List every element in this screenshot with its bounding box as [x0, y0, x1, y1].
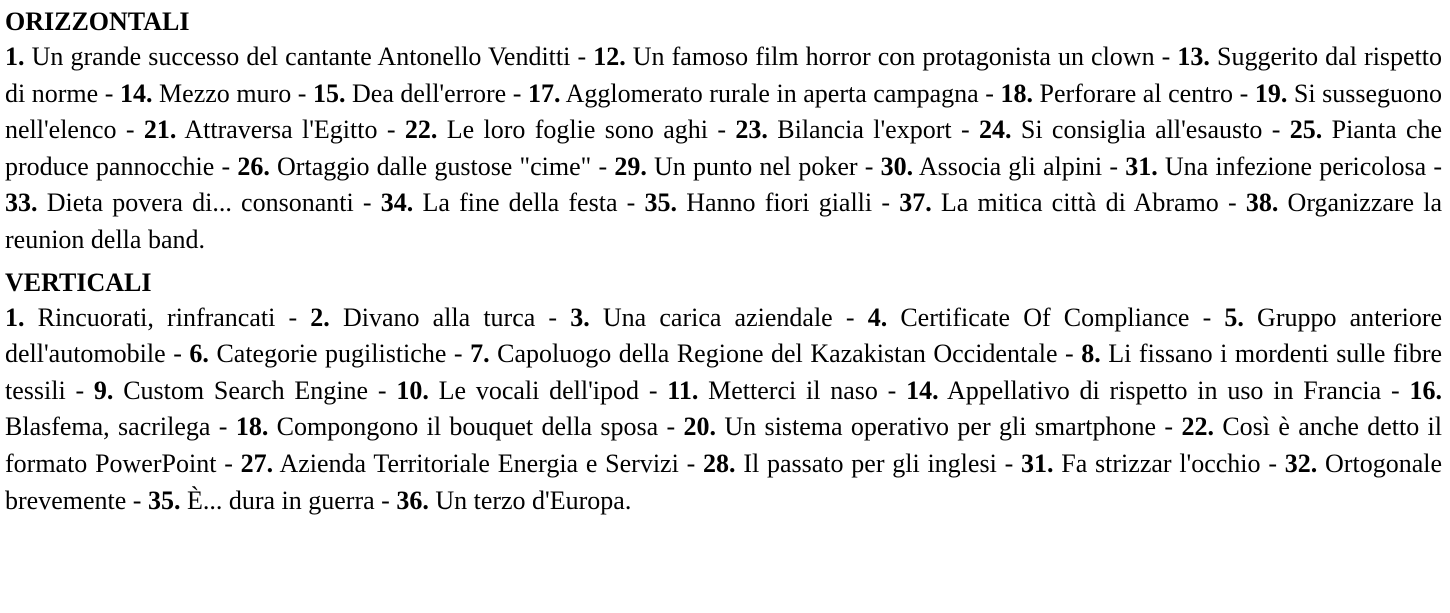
- clue-separator: -: [570, 42, 594, 71]
- clue-separator: -: [1218, 188, 1246, 218]
- clue: [5, 303, 275, 332]
- clue: [703, 449, 997, 478]
- clue-separator: -: [368, 375, 397, 405]
- clue: [593, 42, 1154, 71]
- clue-separator: -: [275, 302, 311, 332]
- clue: [381, 188, 618, 217]
- clue: [120, 79, 291, 108]
- clue-separator: -: [1057, 339, 1082, 369]
- clue: [645, 188, 873, 217]
- clue: [237, 152, 591, 181]
- clue: [881, 152, 1103, 181]
- clue-text: Dieta povera di... consonanti: [46, 188, 354, 218]
- clue-text: Suggerito dal rispetto di norme: [5, 42, 1443, 108]
- clue-text: Metterci il naso: [708, 375, 878, 405]
- clue-number: 18.: [1000, 78, 1033, 108]
- clue-number: 1.: [5, 302, 25, 332]
- clue-number: 31.: [1125, 151, 1158, 181]
- clue: [144, 115, 378, 144]
- clue-number: 37.: [899, 188, 932, 218]
- clue-text: Gruppo anteriore dell'automobile: [5, 302, 1443, 369]
- clue: [899, 188, 1219, 217]
- across-section: [5, 4, 1442, 259]
- clue-number: 31.: [1021, 448, 1054, 478]
- clue-text: Capoluogo della Regione del Kazakistan Occidentale: [497, 339, 1058, 369]
- clue-text: Un famoso film horror con protagonista un clown: [632, 42, 1155, 71]
- clue-separator: -: [639, 375, 668, 405]
- clue-text: Hanno fiori gialli: [686, 188, 873, 218]
- clue-number: 22.: [404, 115, 438, 145]
- clue-text: La fine della festa: [422, 188, 618, 218]
- down-heading: VERTICALI: [5, 267, 152, 297]
- clue-number: 29.: [614, 151, 647, 181]
- clue-text: Un terzo d'Europa.: [435, 485, 632, 515]
- clue-text: Una infezione pericolosa: [1164, 151, 1427, 181]
- clue-text: Pianta che produce pannocchie: [5, 115, 1443, 181]
- clue-number: 22.: [1181, 412, 1214, 442]
- clue: [868, 303, 1190, 332]
- clue-separator: -: [1102, 151, 1126, 181]
- clue-separator: -: [374, 485, 397, 515]
- clue: [906, 376, 1381, 405]
- clue-text: Custom Search Engine: [123, 375, 369, 405]
- clue-number: 10.: [396, 375, 429, 405]
- clue: [735, 115, 951, 144]
- clue-number: 30.: [880, 151, 914, 181]
- clue-text: Fa strizzar l'occhio: [1061, 448, 1261, 478]
- clue-text: Appellativo di rispetto in uso in Francia: [946, 375, 1382, 405]
- clue-number: 34.: [380, 188, 414, 218]
- clue-number: 7.: [470, 339, 490, 369]
- clue-text: Attraversa l'Egitto: [184, 115, 378, 145]
- clue-number: 16.: [1409, 375, 1442, 405]
- clue: [979, 115, 1262, 144]
- clue-separator: -: [1233, 78, 1255, 108]
- clue-number: 36.: [396, 485, 429, 515]
- clue-text: Categorie pugilistiche: [216, 339, 447, 369]
- clue-text: Un sistema operativo per gli smartphone: [724, 412, 1157, 442]
- clue-text: La mitica città di Abramo: [940, 188, 1219, 218]
- clue-separator: -: [65, 375, 94, 405]
- clue: [405, 115, 708, 144]
- clue-number: 5.: [1224, 302, 1244, 332]
- clue-number: 38.: [1245, 188, 1279, 218]
- clue-text: Si consiglia all'esausto: [1020, 115, 1263, 145]
- clue-separator: -: [377, 115, 405, 145]
- clue: [470, 339, 1057, 368]
- clue-number: 3.: [570, 302, 590, 332]
- clue-separator: -: [353, 188, 381, 218]
- clue-number: 28.: [703, 448, 736, 478]
- clue-separator: -: [996, 448, 1021, 478]
- clue-number: 14.: [119, 78, 153, 108]
- clue-separator: -: [872, 188, 900, 218]
- clue-number: 6.: [189, 339, 209, 369]
- clue-separator: -: [1426, 151, 1442, 181]
- clue-separator: -: [210, 412, 236, 442]
- clue-separator: -: [978, 78, 1001, 108]
- down-clue-list: [5, 300, 1442, 520]
- clue: [313, 79, 506, 108]
- clue-number: 21.: [143, 115, 177, 145]
- clue-separator: -: [1154, 42, 1178, 71]
- clue-separator: -: [116, 115, 144, 145]
- clue-number: 24.: [978, 115, 1012, 145]
- clue-number: 23.: [735, 115, 768, 145]
- clue-text: Azienda Territoriale Energia e Servizi: [279, 448, 679, 478]
- clue-text: Il passato per gli inglesi: [743, 448, 997, 478]
- clue: [189, 339, 446, 368]
- clue-text: Li fissano i mordenti sulle fibre tessili: [5, 339, 1443, 405]
- clue: [1000, 79, 1233, 108]
- clue-separator: -: [951, 115, 979, 145]
- clue-separator: -: [214, 151, 238, 181]
- clue-text: Organizzare la reunion della band.: [5, 188, 1443, 254]
- clue-text: Perforare al centro: [1039, 78, 1234, 108]
- down-section: [5, 265, 1442, 520]
- across-heading: ORIZZONTALI: [5, 7, 190, 36]
- clue-separator: -: [591, 151, 615, 181]
- clue-separator: -: [446, 339, 471, 369]
- clue: [148, 486, 375, 515]
- clue-text: Ortaggio dalle gustose "cime": [277, 151, 592, 181]
- clue-separator: -: [877, 375, 907, 405]
- clue-text: Certificate Of Compliance: [900, 302, 1190, 332]
- clue-number: 20.: [683, 412, 717, 442]
- clue-separator: -: [291, 78, 313, 108]
- clue-number: 25.: [1289, 115, 1323, 145]
- clue-separator: -: [126, 485, 148, 515]
- clue-number: 12.: [593, 42, 626, 71]
- clue-text: Bilancia l'export: [777, 115, 952, 145]
- clue-text: Un grande successo del cantante Antonello Venditti: [31, 42, 571, 71]
- clue-number: 4.: [867, 302, 888, 332]
- clue-number: 26.: [237, 151, 270, 181]
- clue: [94, 376, 368, 405]
- clue-number: 15.: [312, 78, 346, 108]
- clue-separator: -: [658, 412, 684, 442]
- clue-separator: -: [832, 302, 868, 332]
- clue-number: 11.: [667, 375, 699, 405]
- clue-text: Così è anche detto il formato PowerPoint: [5, 412, 1443, 478]
- clue-text: Divano alla turca: [342, 302, 536, 332]
- clue-separator: -: [216, 448, 241, 478]
- clue: [241, 449, 679, 478]
- clue-number: 35.: [147, 485, 181, 515]
- clue-separator: -: [1381, 375, 1410, 405]
- clue-text: Associa gli alpini: [918, 151, 1103, 181]
- clue: [5, 42, 570, 71]
- clue: [396, 376, 639, 405]
- clue: [5, 188, 354, 217]
- clue-text: Una carica aziendale: [602, 302, 833, 332]
- clue-text: Si susseguono nell'elenco: [5, 78, 1443, 145]
- clue: [1021, 449, 1261, 478]
- clue-number: 17.: [527, 78, 561, 108]
- clue-separator: -: [506, 78, 528, 108]
- clue-separator: -: [1260, 448, 1285, 478]
- clue-number: 9.: [93, 375, 114, 405]
- clue-number: 1.: [5, 42, 25, 71]
- clue-number: 13.: [1177, 42, 1210, 71]
- clue-text: Dea dell'errore: [352, 78, 507, 108]
- clue-number: 14.: [906, 375, 939, 405]
- clue-separator: -: [678, 448, 704, 478]
- clue-number: 32.: [1284, 448, 1318, 478]
- clue-number: 35.: [644, 188, 678, 218]
- clue: [570, 303, 832, 332]
- clue-text: Le vocali dell'ipod: [438, 375, 640, 405]
- clue-separator: -: [617, 188, 645, 218]
- clue-number: 33.: [5, 188, 38, 218]
- clue: [1125, 152, 1426, 181]
- clue: [236, 412, 658, 441]
- clue-number: 2.: [310, 302, 330, 332]
- clue-text: Blasfema, sacrilega: [5, 412, 211, 442]
- clue: [614, 152, 857, 181]
- clue-text: Mezzo muro: [159, 78, 292, 108]
- clue: [310, 303, 535, 332]
- clue-text: Rincuorati, rinfrancati: [37, 302, 276, 332]
- clue: [396, 486, 631, 515]
- clue-separator: -: [1262, 115, 1290, 145]
- across-clue-list: [5, 39, 1442, 259]
- clue-separator: -: [1156, 412, 1182, 442]
- clue-text: Ortogonale brevemente: [5, 448, 1442, 515]
- clue-number: 18.: [235, 412, 269, 442]
- clue-separator: -: [98, 78, 120, 108]
- clue: [667, 376, 878, 405]
- clue-separator: -: [1189, 302, 1225, 332]
- clue-number: 19.: [1254, 78, 1288, 108]
- clue-separator: -: [857, 151, 881, 181]
- clue: [528, 79, 979, 108]
- clue-number: 8.: [1081, 339, 1101, 369]
- clue-number: 27.: [240, 448, 274, 478]
- clue-separator: -: [708, 115, 736, 145]
- clue-separator: -: [535, 302, 571, 332]
- clue-text: È... dura in guerra: [186, 485, 375, 515]
- clue-text: Agglomerato rurale in aperta campagna: [565, 78, 979, 108]
- clue-separator: -: [165, 339, 190, 369]
- clue-text: Compongono il bouquet della sposa: [276, 412, 659, 442]
- clue-text: Le loro foglie sono aghi: [446, 115, 708, 145]
- clue: [684, 412, 1157, 441]
- clue-text: Un punto nel poker: [654, 151, 858, 181]
